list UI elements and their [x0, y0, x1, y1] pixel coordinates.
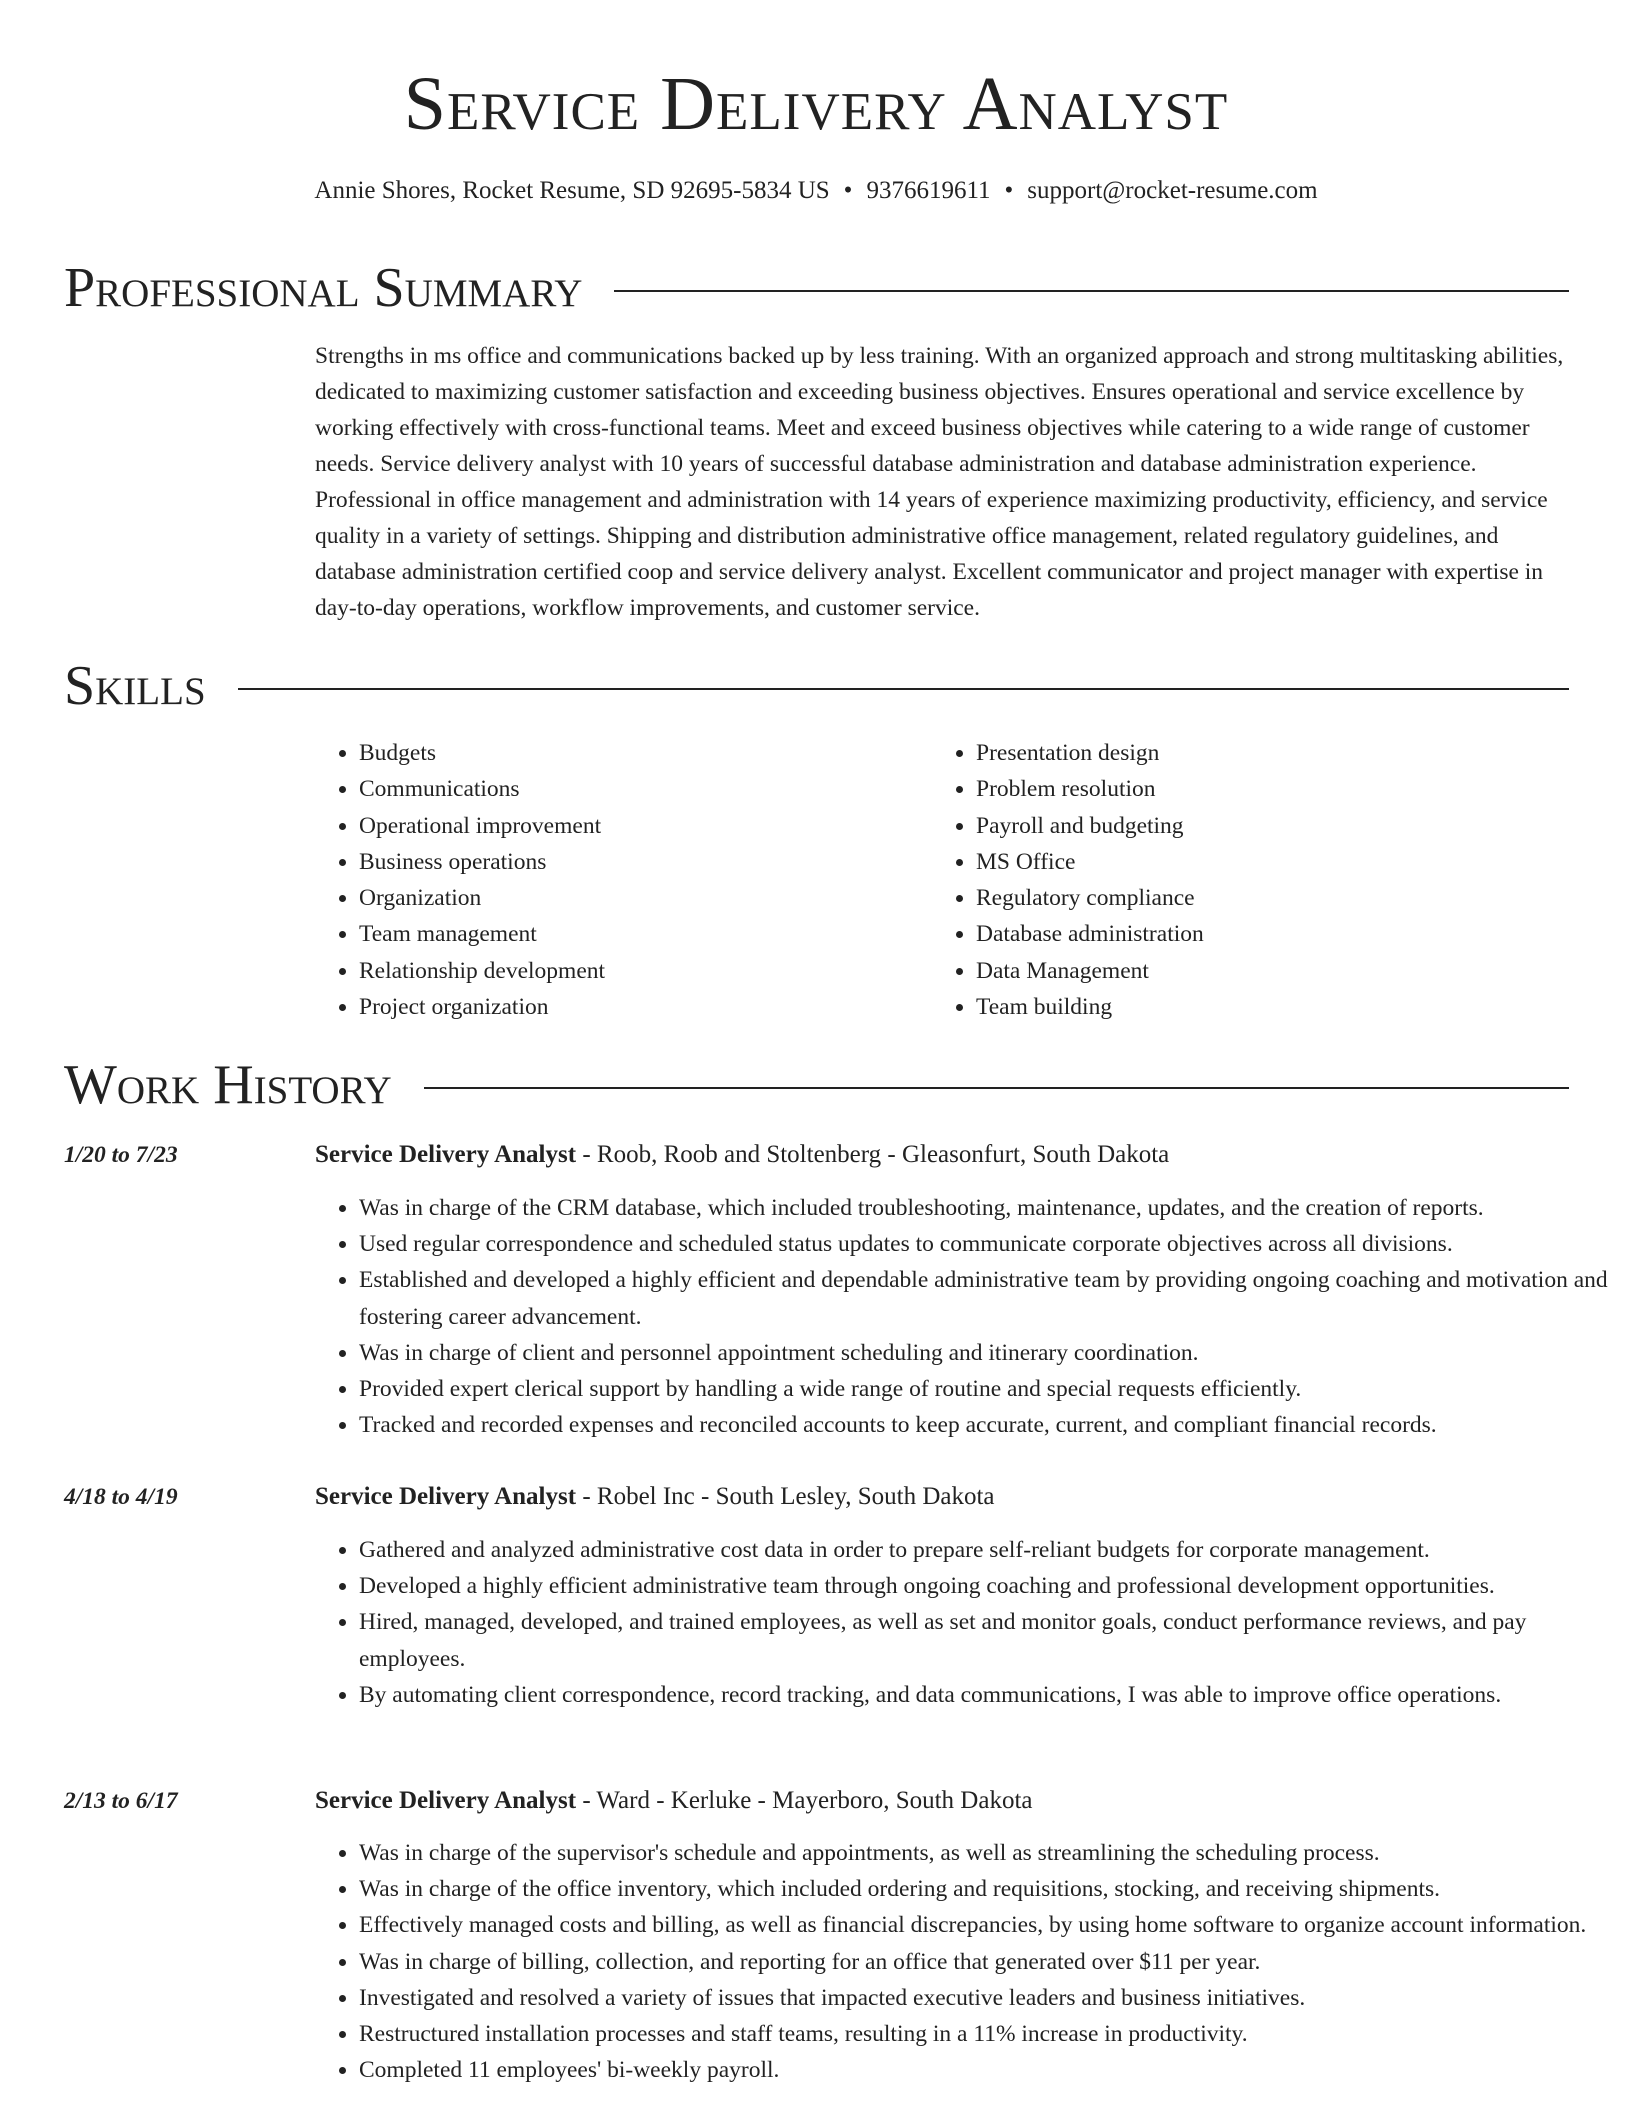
contact-email[interactable]: support@rocket-resume.com — [1027, 177, 1318, 204]
job-role: Service Delivery Analyst — [315, 1141, 577, 1168]
skill-item: • Project organization — [359, 989, 605, 1025]
job-dates: 1/20 to 7/23 — [64, 1142, 178, 1168]
skills-section-header — [64, 652, 1569, 720]
job-bullet: • Tracked and recorded expenses and reconciled accounts to keep accurate, current, and compliant financial records. — [359, 1407, 1617, 1443]
job-employer-location: - Roob, Roob and Stoltenberg - Gleasonfurt, South Dakota — [576, 1141, 1170, 1168]
skill-item: • Communications — [359, 771, 605, 807]
contact-phone: 9376619611 — [866, 177, 991, 204]
job-bullet: • Was in charge of billing, collection, and reporting for an office that generated over $11 per year. — [359, 1944, 1617, 1980]
job-dates: 4/18 to 4/19 — [64, 1484, 178, 1510]
skill-item: • Operational improvement — [359, 808, 605, 844]
job-bullet: • Was in charge of the office inventory, which included ordering and requisitions, stocking, and receiving shipments. — [359, 1871, 1617, 1907]
skill-item: • Relationship development — [359, 953, 605, 989]
job-heading — [315, 1783, 1032, 1819]
job-bullet: • Effectively managed costs and billing, as well as financial discrepancies, by using home software to organize account information. — [359, 1907, 1617, 1943]
summary-section-header — [64, 254, 1569, 322]
job-bullet: • Was in charge of client and personnel appointment scheduling and itinerary coordination. — [359, 1335, 1617, 1371]
skill-item: • Presentation design — [976, 735, 1204, 771]
skill-item: • Team management — [359, 916, 605, 952]
job-dates: 2/13 to 6/17 — [64, 1788, 178, 1814]
contact-separator: • — [843, 177, 853, 204]
contact-address: Annie Shores, Rocket Resume, SD 92695-5834 US — [314, 177, 830, 204]
job-employer-location: - Robel Inc - South Lesley, South Dakota — [576, 1483, 995, 1510]
job-bullet: • Completed 11 employees' bi-weekly payroll. — [359, 2052, 1617, 2088]
skill-item: • Team building — [976, 989, 1204, 1025]
skill-item: • Regulatory compliance — [976, 880, 1204, 916]
job-bullet: • Used regular correspondence and scheduled status updates to communicate corporate objectives across all divisions. — [359, 1226, 1617, 1262]
job-heading — [315, 1137, 1169, 1173]
job-bullet: • By automating client correspondence, record tracking, and data communications, I was able to improve office operations. — [359, 1677, 1617, 1713]
section-divider — [614, 290, 1569, 292]
skills-heading: Skills — [64, 655, 206, 717]
skill-item: • Database administration — [976, 916, 1204, 952]
job-role: Service Delivery Analyst — [315, 1787, 577, 1814]
job-bullet: • Was in charge of the supervisor's schedule and appointments, as well as streamlining the scheduling process. — [359, 1835, 1617, 1871]
skill-item: • Data Management — [976, 953, 1204, 989]
job-bullets — [315, 1835, 1617, 2088]
contact-separator: • — [1004, 177, 1014, 204]
contact-line — [0, 174, 1632, 208]
summary-heading: Professional Summary — [64, 257, 583, 319]
skill-item: • Budgets — [359, 735, 605, 771]
skill-item: • Business operations — [359, 844, 605, 880]
job-bullet: • Investigated and resolved a variety of issues that impacted executive leaders and business initiatives. — [359, 1980, 1617, 2016]
skills-list-left — [315, 735, 605, 1025]
job-heading — [315, 1479, 995, 1515]
section-divider — [238, 688, 1569, 690]
skill-item: • Payroll and budgeting — [976, 808, 1204, 844]
job-bullet: • Provided expert clerical support by handling a wide range of routine and special requests efficiently. — [359, 1371, 1617, 1407]
job-employer-location: - Ward - Kerluke - Mayerboro, South Dakota — [576, 1787, 1033, 1814]
job-bullet: • Restructured installation processes and staff teams, resulting in a 11% increase in productivity. — [359, 2016, 1617, 2052]
skills-list-right — [932, 735, 1204, 1025]
job-bullet: • Gathered and analyzed administrative cost data in order to prepare self-reliant budgets for corporate management. — [359, 1532, 1617, 1568]
job-bullet: • Developed a highly efficient administrative team through ongoing coaching and professional development opportunities. — [359, 1568, 1617, 1604]
job-role: Service Delivery Analyst — [315, 1483, 577, 1510]
summary-text: Strengths in ms office and communications backed up by less training. With an organized approach and strong multitasking abilities, dedicated to maximizing customer satisfaction and exceeding business objectives. Ensures operational and service excellence by working effectively with cross-functional teams. Meet and exceed business objectives while catering to a wide range of customer needs. Service delivery analyst with 10 years of successful database administration and database administration experience. Professional in office management and administration with 14 years of experience maximizing productivity, efficiency, and service quality in a variety of settings. Shipping and distribution administrative office management, related regulatory guidelines, and database administration certified coop and service delivery analyst. Excellent communicator and project manager with expertise in day-to-day operations, workflow improvements, and customer service. — [315, 343, 1564, 621]
skill-item: • Problem resolution — [976, 771, 1204, 807]
skill-item: • Organization — [359, 880, 605, 916]
job-bullet: • Was in charge of the CRM database, which included troubleshooting, maintenance, updates, and the creation of reports. — [359, 1190, 1617, 1226]
section-divider — [424, 1087, 1569, 1089]
job-bullet: • Hired, managed, developed, and trained employees, as well as set and monitor goals, conduct performance reviews, and pay employees. — [359, 1604, 1617, 1676]
work-section-header — [64, 1051, 1569, 1119]
job-bullets — [315, 1532, 1617, 1713]
work-heading: Work History — [64, 1054, 392, 1116]
skill-item: • MS Office — [976, 844, 1204, 880]
job-bullets — [315, 1190, 1617, 1443]
resume-title: Service Delivery Analyst — [403, 62, 1229, 146]
job-bullet: • Established and developed a highly efficient and dependable administrative team by providing ongoing coaching and motivation and fostering career advancement. — [359, 1262, 1617, 1334]
